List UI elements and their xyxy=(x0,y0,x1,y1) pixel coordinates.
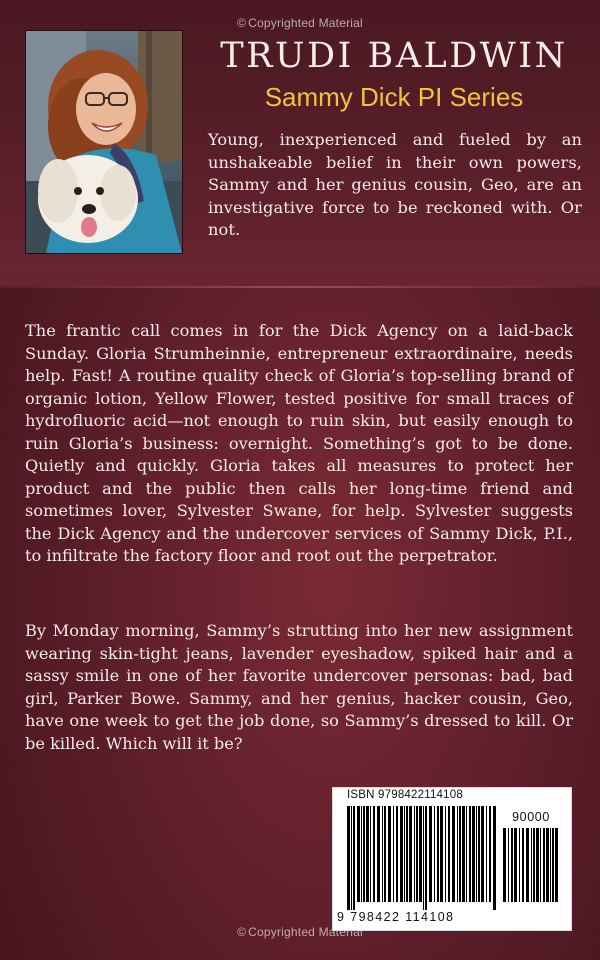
watermark-text: Copyrighted Material xyxy=(248,16,363,30)
watermark-bottom xyxy=(0,925,600,939)
isbn-label: ISBN 9798422114108 xyxy=(347,789,463,801)
isbn-barcode-icon xyxy=(347,806,499,910)
author-name: TRUDI BALDWIN xyxy=(220,36,568,76)
blurb-paragraph-2: By Monday morning, Sammy’s strutting into her new assignment wearing skin-tight jeans, lavender eyeshadow, spiked hair and a sassy smile in one of her favorite undercover personas: bad, bad girl, Parker Bowe. Sammy, and her genius, hacker cousin, Geo, have one week to get the job done, so Sammy’s dressed to kill. Or be killed. Which will it be? xyxy=(25,621,573,753)
blurb-paragraph-1: The frantic call comes in for the Dick Agency on a laid-back Sunday. Gloria Strumheinnie, entrepreneur extraordinaire, needs help. Fast! A routine quality check of Gloria’s top-selling brand of organic lotion, Yellow Flower, tested positive for small traces of hydrofluoric acid—not enough to ruin skin, but easily enough to ruin Gloria’s business: overnight. Something’s got to be done. Quietly and quickly. Gloria takes all measures to protect her product and the public then calls her long-time friend and sometimes lover, Sylvester Swane, for help. Sylvester suggests the Dick Agency and the undercover services of Sammy Dick, P.I., to infiltrate the factory floor and root out the perpetrator. xyxy=(25,321,573,565)
copyright-symbol: © xyxy=(237,925,247,939)
watermark-top xyxy=(0,16,600,30)
isbn-digits: 9 798422 114108 xyxy=(337,910,455,924)
price-code: 90000 xyxy=(512,810,550,824)
series-name: Sammy Dick PI Series xyxy=(264,82,524,112)
section-divider xyxy=(0,286,600,288)
author-photo-image xyxy=(26,31,182,253)
watermark-text: Copyrighted Material xyxy=(248,925,363,939)
tagline: Young, inexperienced and fueled by an unshakeable belief in their own powers, Sammy and her genius cousin, Geo, are an investigative force to be reckoned with. Or not. xyxy=(208,130,582,239)
barcode-box xyxy=(332,787,572,931)
author-photo xyxy=(25,30,183,254)
price-barcode-icon xyxy=(503,828,559,910)
copyright-symbol: © xyxy=(237,16,247,30)
